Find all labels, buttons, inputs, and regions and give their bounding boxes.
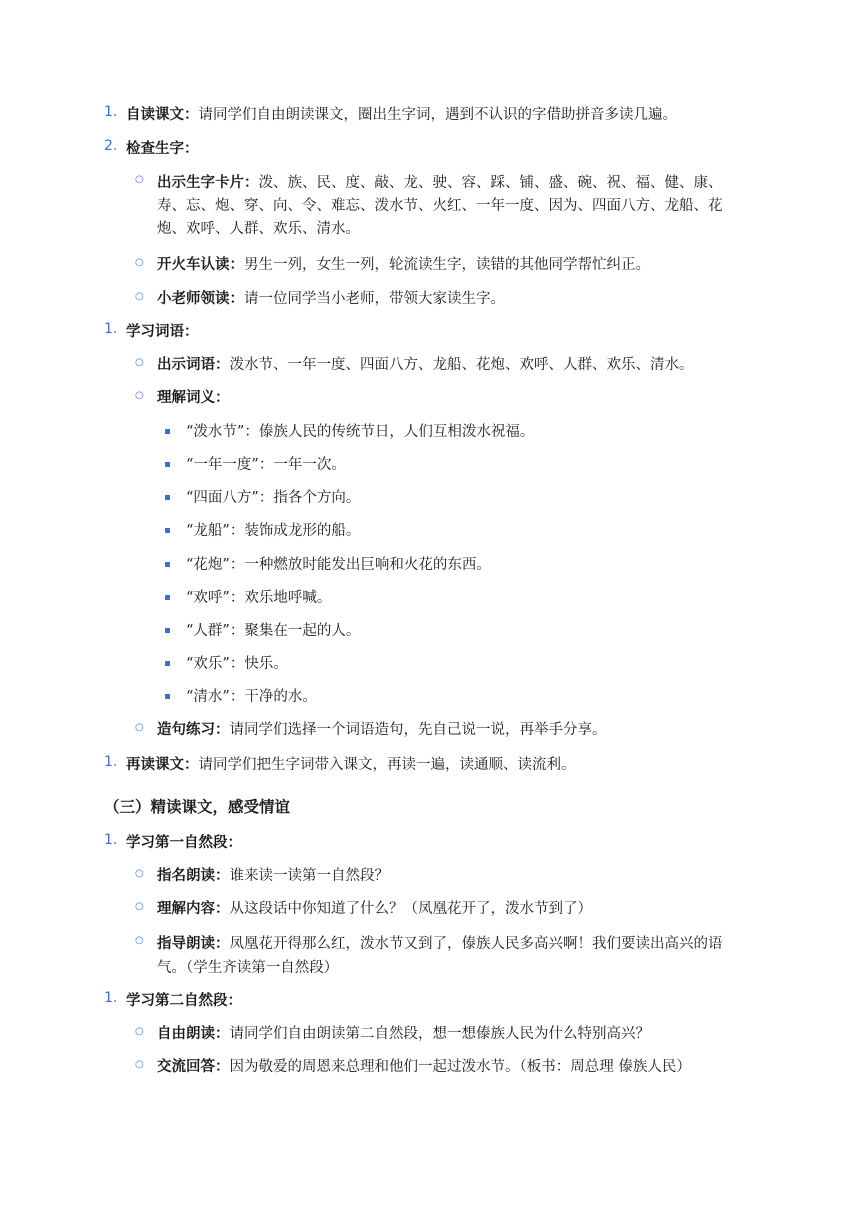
definition-item: “欢乐”：快乐。 [186, 656, 288, 672]
item-text: 因为敬爱的周恩来总理和他们一起过泼水节。（板书：周总理 傣族人民） [229, 1059, 691, 1075]
item-label: 指导朗读： [157, 935, 230, 952]
list-item [157, 1056, 745, 1078]
square-bullet-icon [165, 528, 170, 533]
list-item [157, 719, 745, 741]
item-label: 开火车认读： [157, 256, 244, 273]
item-label: 检查生字： [126, 140, 199, 157]
item-label: 学习第二自然段： [126, 992, 242, 1009]
circle-bullet-icon: ○ [135, 1026, 144, 1037]
item-text: 请同学们自由朗读第二自然段，想一想傣族人民为什么特别高兴？ [229, 1026, 650, 1042]
circle-bullet-icon: ○ [135, 291, 144, 302]
circle-bullet-icon: ○ [135, 257, 144, 268]
circle-bullet-icon: ○ [135, 901, 144, 912]
list-item [157, 898, 745, 920]
list-item [126, 138, 766, 160]
item-label: 指名朗读： [157, 867, 230, 884]
list-number: 2. [104, 138, 118, 154]
circle-bullet-icon: ○ [135, 1059, 144, 1070]
item-label: 小老师领读： [157, 290, 244, 307]
circle-bullet-icon: ○ [135, 722, 144, 733]
list-number: 1. [104, 832, 118, 848]
list-item [126, 104, 766, 126]
list-item [157, 1023, 745, 1045]
list-item [126, 754, 766, 776]
circle-bullet-icon: ○ [135, 935, 144, 946]
list-number: 1. [104, 754, 118, 770]
item-text: 泼水节、一年一度、四面八方、龙船、花炮、欢呼、人群、欢乐、清水。 [229, 357, 694, 373]
circle-bullet-icon: ○ [135, 390, 144, 401]
item-label: 学习词语： [126, 323, 199, 340]
definition-item: “一年一度”：一年一次。 [186, 457, 346, 473]
square-bullet-icon [165, 429, 170, 434]
definition-item: “龙船”：装饰成龙形的船。 [186, 523, 361, 539]
circle-bullet-icon: ○ [135, 357, 144, 368]
item-label: 造句练习： [157, 721, 230, 738]
list-item [157, 932, 745, 980]
item-label: 出示生字卡片： [157, 174, 259, 191]
definition-item: “四面八方”：指各个方向。 [186, 490, 361, 506]
list-item [157, 288, 745, 310]
item-label: 交流回答： [157, 1058, 230, 1075]
list-item [157, 254, 745, 276]
item-label: 再读课文： [126, 756, 199, 773]
section-heading: （三）精读课文，感受情谊 [104, 797, 291, 816]
square-bullet-icon [165, 562, 170, 567]
circle-bullet-icon: ○ [135, 868, 144, 879]
definition-item: “人群”：聚集在一起的人。 [186, 623, 361, 639]
item-text: 请同学们自由朗读课文，圈出生字词，遇到不认识的字借助拼音多读几遍。 [198, 107, 677, 123]
item-label: 理解词义： [157, 389, 230, 406]
item-text: 请一位同学当小老师，带领大家读生字。 [244, 291, 505, 307]
item-text: 泼、族、民、度、敲、龙、驶、容、踩、铺、盛、碗、祝、福、健、康、寿、忘、炮、穿、向、令、难忘、泼水节、火红、一年一度、因为、四面八方、龙船、花炮、欢呼、人群、欢乐、清水。 [157, 175, 723, 237]
list-item [157, 865, 745, 887]
definition-item: “花炮”：一种燃放时能发出巨响和火花的东西。 [186, 557, 491, 573]
list-item [157, 354, 745, 376]
list-number: 1. [104, 990, 118, 1006]
square-bullet-icon [165, 694, 170, 699]
item-label: 学习第一自然段： [126, 834, 242, 851]
list-number: 1. [104, 321, 118, 337]
item-label: 出示词语： [157, 356, 230, 373]
list-item [126, 321, 766, 343]
definition-item: “欢呼”：欢乐地呼喊。 [186, 590, 332, 606]
list-item [126, 990, 766, 1012]
list-number: 1. [104, 104, 118, 120]
item-text: 请同学们把生字词带入课文，再读一遍，读通顺、读流利。 [198, 757, 576, 773]
item-text: 请同学们选择一个词语造句，先自己说一说，再举手分享。 [229, 722, 607, 738]
square-bullet-icon [165, 661, 170, 666]
item-text: 从这段话中你知道了什么？（凤凰花开了，泼水节到了） [229, 901, 592, 917]
item-label: 自读课文： [126, 106, 199, 123]
square-bullet-icon [165, 462, 170, 467]
square-bullet-icon [165, 628, 170, 633]
item-text: 男生一列，女生一列，轮流读生字，读错的其他同学帮忙纠正。 [244, 257, 650, 273]
circle-bullet-icon: ○ [135, 174, 144, 185]
list-item [157, 171, 745, 241]
definition-item: “清水”：干净的水。 [186, 689, 317, 705]
square-bullet-icon [165, 595, 170, 600]
item-text: 凤凰花开得那么红，泼水节又到了，傣族人民多高兴啊！我们要读出高兴的语气。（学生齐读第一自然段） [157, 936, 723, 976]
list-item [157, 387, 745, 409]
list-item [126, 832, 766, 854]
square-bullet-icon [165, 495, 170, 500]
item-label: 理解内容： [157, 900, 230, 917]
item-label: 自由朗读： [157, 1025, 230, 1042]
definition-item: “泼水节”：傣族人民的传统节日，人们互相泼水祝福。 [186, 424, 535, 440]
item-text: 谁来读一读第一自然段？ [229, 868, 389, 884]
